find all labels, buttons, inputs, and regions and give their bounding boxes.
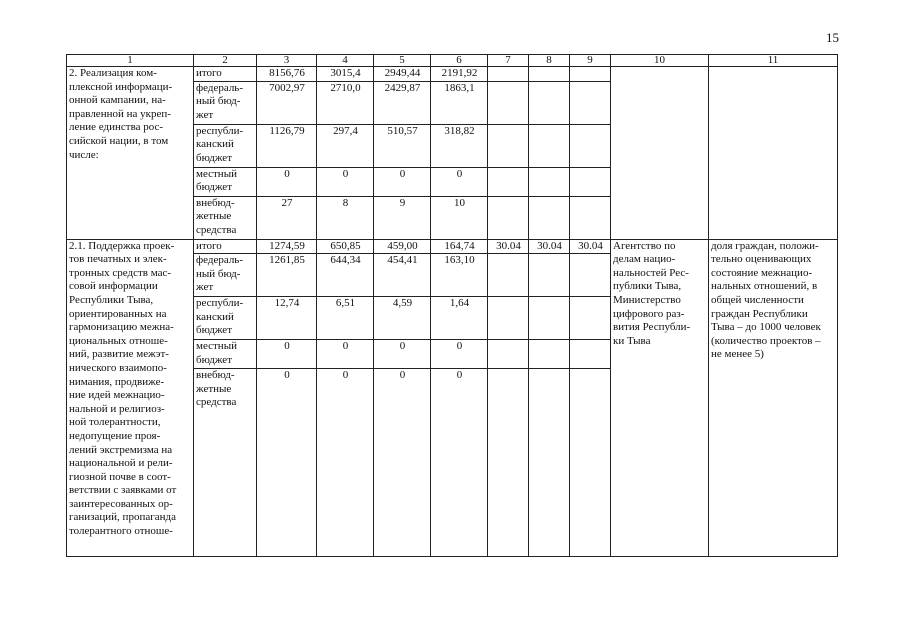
column-header: 6 <box>431 55 488 67</box>
funding-source: федераль- ный бюд- жет <box>194 254 257 297</box>
value-cell: 3015,4 <box>317 67 374 82</box>
value-cell: 644,34 <box>317 254 374 297</box>
value-cell: 8 <box>317 196 374 239</box>
value-cell: 2949,44 <box>374 67 431 82</box>
value-cell: 0 <box>431 369 488 557</box>
result-cell <box>709 67 838 240</box>
empty-cell <box>488 297 529 340</box>
funding-source: внебюд- жетные средства <box>194 196 257 239</box>
measure-description: 2. Реализация ком- плексной информаци- онной кампании, на- правленной на укреп- ление единства рос- сийской нации, в том числе: <box>67 67 194 240</box>
column-header: 1 <box>67 55 194 67</box>
value-cell: 6,51 <box>317 297 374 340</box>
column-header: 9 <box>570 55 611 67</box>
table-row <box>67 239 838 254</box>
empty-cell <box>529 81 570 124</box>
value-cell: 1126,79 <box>257 124 317 167</box>
funding-source: местный бюджет <box>194 340 257 369</box>
empty-cell <box>488 369 529 557</box>
empty-cell <box>529 124 570 167</box>
page-number: 15 <box>826 30 839 45</box>
empty-cell <box>488 254 529 297</box>
value-cell: 0 <box>257 340 317 369</box>
column-header: 8 <box>529 55 570 67</box>
column-header: 4 <box>317 55 374 67</box>
value-cell: 2710,0 <box>317 81 374 124</box>
empty-cell <box>488 124 529 167</box>
header-row <box>67 55 838 67</box>
value-cell: 0 <box>374 340 431 369</box>
value-cell: 297,4 <box>317 124 374 167</box>
empty-cell <box>488 67 529 82</box>
empty-cell <box>529 254 570 297</box>
empty-cell <box>570 124 611 167</box>
value-cell: 8156,76 <box>257 67 317 82</box>
empty-cell <box>570 254 611 297</box>
table-row <box>67 67 838 82</box>
program-table <box>66 54 838 557</box>
empty-cell <box>488 196 529 239</box>
column-header: 11 <box>709 55 838 67</box>
value-cell: 164,74 <box>431 239 488 254</box>
value-cell: 0 <box>257 167 317 196</box>
empty-cell <box>488 340 529 369</box>
value-cell: 4,59 <box>374 297 431 340</box>
funding-source: республи- канский бюджет <box>194 297 257 340</box>
value-cell: 0 <box>374 167 431 196</box>
empty-cell <box>570 167 611 196</box>
empty-cell <box>570 369 611 557</box>
value-cell: 1863,1 <box>431 81 488 124</box>
value-cell: 0 <box>317 167 374 196</box>
value-cell: 0 <box>431 167 488 196</box>
funding-source: внебюд- жетные средства <box>194 369 257 557</box>
value-cell: 0 <box>374 369 431 557</box>
empty-cell <box>529 196 570 239</box>
measure-description: 2.1. Поддержка проек- тов печатных и элек- тронных средств мас- совой информации Республики Тыва, ориентированных на гармонизацию межна- циональных отноше- ний, развитие межэт- нического взаимопо- нимания, продвиже- ние идей межнацио- нальной и религиоз- ной толерантности, недопущение проя- лений экстремизма на национальной и рели- гиозной почве в соот- ветствии с заявками от заинтересованных ор- ганизаций, пропаганда толерантного отноше- <box>67 239 194 557</box>
empty-cell <box>529 67 570 82</box>
empty-cell <box>529 369 570 557</box>
value-cell: 9 <box>374 196 431 239</box>
result-cell: доля граждан, положи- тельно оценивающих состояние межнацио- нальных отношений, в общей численности граждан Республики Тыва – до 1000 человек (количество проектов – не менее 5) <box>709 239 838 557</box>
value-cell: 459,00 <box>374 239 431 254</box>
empty-cell <box>488 167 529 196</box>
column-header: 7 <box>488 55 529 67</box>
column-header: 5 <box>374 55 431 67</box>
empty-cell <box>570 196 611 239</box>
empty-cell <box>570 297 611 340</box>
funding-source: итого <box>194 67 257 82</box>
value-cell: 454,41 <box>374 254 431 297</box>
empty-cell <box>488 81 529 124</box>
responsible-cell: Агентство по делам нацио- нальностей Рес- публики Тыва, Министерство цифрового раз- вития Республи- ки Тыва <box>611 239 709 557</box>
value-cell: 510,57 <box>374 124 431 167</box>
value-cell: 1,64 <box>431 297 488 340</box>
responsible-cell <box>611 67 709 240</box>
column-header: 10 <box>611 55 709 67</box>
value-cell: 2429,87 <box>374 81 431 124</box>
value-cell: 27 <box>257 196 317 239</box>
funding-source: республи- канский бюджет <box>194 124 257 167</box>
value-cell: 0 <box>317 369 374 557</box>
empty-cell <box>570 81 611 124</box>
value-cell: 2191,92 <box>431 67 488 82</box>
value-cell: 1274,59 <box>257 239 317 254</box>
empty-cell <box>570 67 611 82</box>
deadline-cell: 30.04 <box>570 239 611 254</box>
funding-source: итого <box>194 239 257 254</box>
column-header: 2 <box>194 55 257 67</box>
funding-source: местный бюджет <box>194 167 257 196</box>
value-cell: 318,82 <box>431 124 488 167</box>
value-cell: 10 <box>431 196 488 239</box>
funding-source: федераль- ный бюд- жет <box>194 81 257 124</box>
value-cell: 0 <box>257 369 317 557</box>
value-cell: 0 <box>317 340 374 369</box>
value-cell: 163,10 <box>431 254 488 297</box>
value-cell: 650,85 <box>317 239 374 254</box>
column-header: 3 <box>257 55 317 67</box>
deadline-cell: 30.04 <box>488 239 529 254</box>
value-cell: 1261,85 <box>257 254 317 297</box>
value-cell: 12,74 <box>257 297 317 340</box>
value-cell: 7002,97 <box>257 81 317 124</box>
deadline-cell: 30.04 <box>529 239 570 254</box>
empty-cell <box>529 167 570 196</box>
empty-cell <box>570 340 611 369</box>
empty-cell <box>529 340 570 369</box>
value-cell: 0 <box>431 340 488 369</box>
empty-cell <box>529 297 570 340</box>
